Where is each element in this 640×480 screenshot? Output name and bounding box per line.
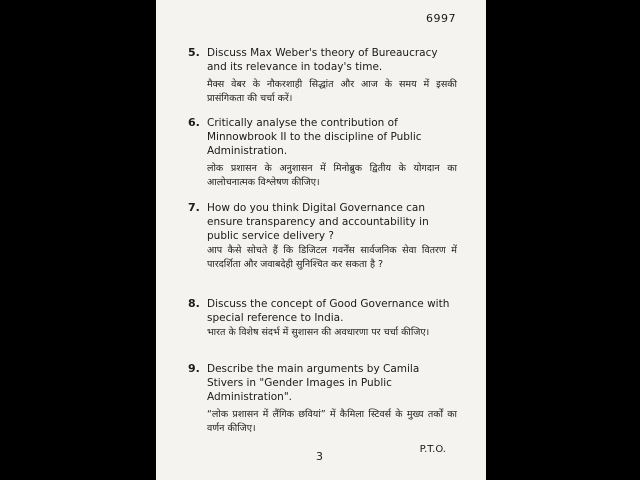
exam-page — [156, 0, 486, 480]
question-number: 7. — [188, 201, 200, 214]
question-hindi: “लोक प्रशासन में लैंगिक छवियां” में कैमिला स्टिवर्स के मुख्य तर्कों का वर्णन कीजिए। — [207, 409, 457, 434]
question-hindi: मैक्स वेबर के नौकरशाही सिद्धांत और आज के समय में इसकी प्रासंगिकता की चर्चा करें। — [207, 79, 457, 104]
paper-code: 6997 — [426, 12, 456, 25]
question-english: How do you think Digital Governance can ensure transparency and accountability in public service delivery ? — [207, 202, 429, 242]
pto-label: P.T.O. — [419, 444, 446, 455]
page-number: 3 — [316, 450, 323, 463]
question-hindi: आप कैसे सोचते हैं कि डिजिटल गवर्नेंस सार्वजनिक सेवा वितरण में पारदर्शिता और जवाबदेही सुनिश्चित कर सकता है ? — [207, 245, 457, 270]
question-number: 6. — [188, 116, 200, 129]
question-english: Discuss Max Weber's theory of Bureaucracy and its relevance in today's time. — [207, 47, 438, 73]
question-number: 5. — [188, 46, 200, 59]
question-number: 8. — [188, 297, 200, 310]
question-hindi: लोक प्रशासन के अनुशासन में मिनोब्रुक द्वितीय के योगदान का आलोचनात्मक विश्लेषण कीजिए। — [207, 163, 457, 188]
question-number: 9. — [188, 362, 200, 375]
question-english: Discuss the concept of Good Governance with special reference to India. — [207, 298, 450, 324]
question-english: Describe the main arguments by Camila Stivers in "Gender Images in Public Administration". — [207, 363, 420, 403]
question-hindi: भारत के विशेष संदर्भ में सुशासन की अवधारणा पर चर्चा कीजिए। — [207, 327, 430, 338]
question-english: Critically analyse the contribution of Minnowbrook II to the discipline of Public Administration. — [207, 117, 422, 157]
